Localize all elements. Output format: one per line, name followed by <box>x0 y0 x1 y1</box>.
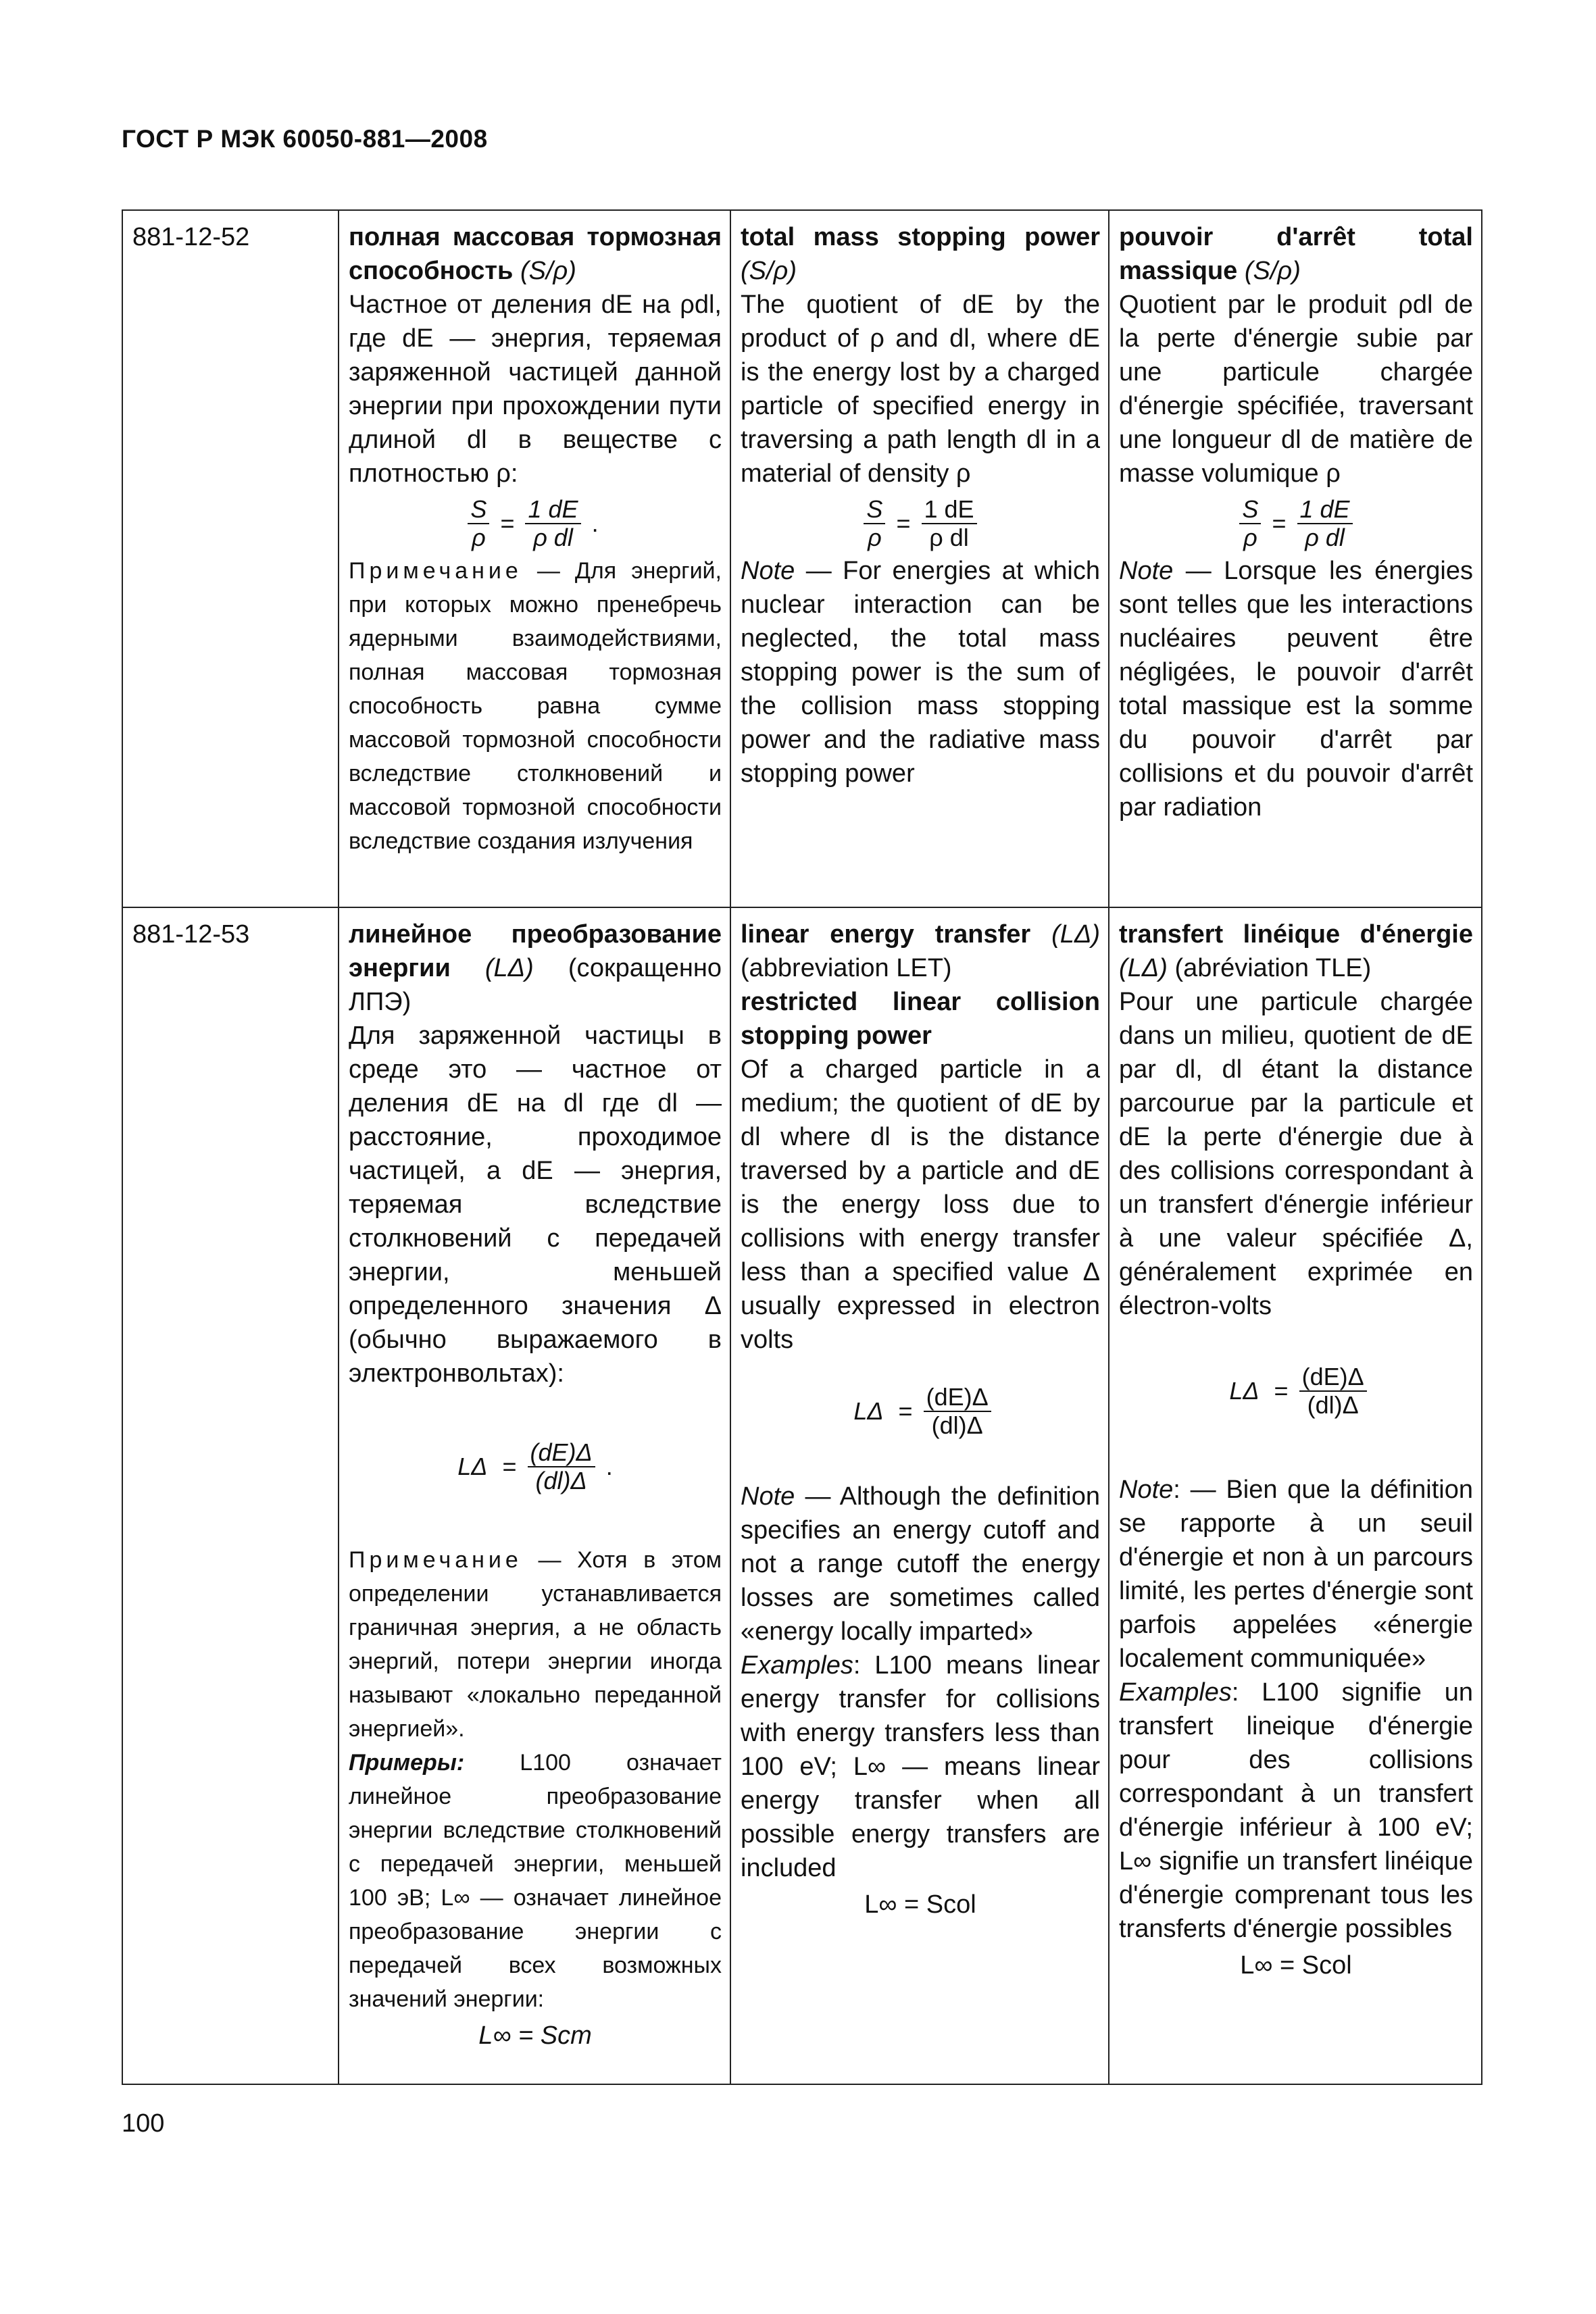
note-en <box>741 1480 1100 1649</box>
abbr-ru: (сокращенно ЛПЭ) <box>349 954 722 1016</box>
abbr-fr: (abréviation TLE) <box>1174 954 1372 982</box>
note-text-ru: — Для энергий, при которых можно пренебречь ядерными взаимодействиями, полная массовая тормозная способность равна сумме массовой тормозной способности вследствие столкновений и массовой тормозной способности вследствие создания излучения <box>349 558 722 854</box>
term-fr: transfert linéique d'énergie <box>1119 920 1473 949</box>
note-ru <box>349 1543 722 1746</box>
definition-ru: Частное от деления dE на ρdl, где dE — энергия, теряемая заряженной частицей данной энергии при прохождении пути длиной dl в веществе с плотностью ρ: <box>349 291 722 488</box>
examples-text-ru: L100 означает линейное преобразование энергии вследствие столкновений с передачей энергии, меньшей 100 эВ; L∞ — означает линейное преобразование энергии с передачей всех возможных значений энергии: <box>349 1750 722 2012</box>
en-cell <box>730 907 1109 2084</box>
note-text-en: — For energies at which nuclear interaction can be neglected, the total mass stopping power is the sum of the collision mass stopping power and the radiative mass stopping power <box>741 557 1100 788</box>
formula-fr: LΔ = $\frac{(dE)\Delta}{(dl)\Delta}$ <box>1119 1363 1473 1419</box>
fr-cell <box>1109 210 1482 907</box>
examples-label-en: Examples <box>741 1651 853 1680</box>
symbol-ru: (LΔ) <box>484 954 534 982</box>
ru-cell <box>339 907 730 2084</box>
document-header: ГОСТ Р МЭК 60050-881—2008 <box>122 125 488 153</box>
terms-table <box>122 209 1482 2085</box>
fr-cell <box>1109 907 1482 2084</box>
definition-en: Of a charged particle in a medium; the quotient of dE by dl where dl is the distance traversed by a particle and dE is the energy loss due to collisions with energy transfer less than a specified value Δ usually expressed in electron volts <box>741 1055 1100 1354</box>
term-en: linear energy transfer <box>741 920 1031 949</box>
definition-fr: Pour une particule chargée dans un milieu, quotient de dE par dl, dl étant la distance parcourue par la particule et dE la perte d'énergie due à des collisions correspondant à un transfert d'énergie inférieur à une valeur spécifiée Δ, généralement exprimée en électron-volts <box>1119 988 1473 1320</box>
table-row <box>122 210 1482 907</box>
examples-ru <box>349 1746 722 2016</box>
final-formula-fr: L∞ = Scol <box>1240 1951 1352 1980</box>
entry-number: 881-12-52 <box>122 210 339 907</box>
formula-ru: $\frac{S}{\rho}$ = $\frac{1 dE}{\text{ρ dl}}$ . <box>349 496 722 551</box>
note-fr <box>1119 554 1473 824</box>
symbol-en: (S/ρ) <box>741 257 797 285</box>
definition-en: The quotient of dE by the product of ρ and dl, where dE is the energy lost by a charged particle of specified energy in traversing a path length dl in a material of density ρ <box>741 291 1100 488</box>
definition-fr: Quotient par le produit ρdl de la perte d'énergie subie par une particule chargée d'énergie spécifiée, traversant une longueur dl de matière de masse volumique ρ <box>1119 291 1473 488</box>
formula-en: LΔ = $\frac{(dE)\Delta}{(dl)\Delta}$ <box>741 1384 1100 1439</box>
examples-fr <box>1119 1676 1473 1946</box>
examples-text-fr: : L100 signifie un transfert lineique d'énergie pour des collisions correspondant à un transfert d'énergie inférieur à 100 eV; L∞ signifie un transfert linéique d'énergie comprenant tous les transferts d'énergie possibles <box>1119 1678 1473 1943</box>
note-fr <box>1119 1473 1473 1676</box>
page-number: 100 <box>122 2109 165 2138</box>
note-en <box>741 554 1100 790</box>
symbol-fr: (LΔ) <box>1119 954 1168 982</box>
term-ru: линейное преобразование энергии <box>349 920 722 982</box>
examples-text-en: : L100 means linear energy transfer for collisions with energy transfers less than 100 eV; L∞ — means linear energy transfer when all possible energy transfers are included <box>741 1651 1100 1882</box>
ru-cell <box>339 210 730 907</box>
note-text-en: — Although the definition specifies an energy cutoff and not a range cutoff the energy losses are sometimes called «energy locally imparted» <box>741 1482 1100 1646</box>
note-ru <box>349 554 722 858</box>
note-label-fr: Note <box>1119 557 1174 585</box>
entry-number: 881-12-53 <box>122 907 339 2084</box>
en-cell <box>730 210 1109 907</box>
note-label-en: Note <box>741 1482 795 1511</box>
term-ru: полная массовая тормозная способность <box>349 223 722 285</box>
symbol-en: (LΔ) <box>1051 920 1100 949</box>
term2-en: restricted linear collision stopping power <box>741 988 1100 1050</box>
term-en: total mass stopping power <box>741 223 1100 251</box>
abbr-en: (abbreviation LET) <box>741 954 952 982</box>
table-row <box>122 907 1482 2084</box>
formula-fr: $\frac{S}{\rho}$ = $\frac{1 dE}{\text{ρ dl}}$ <box>1119 496 1473 551</box>
note-label-fr: Note <box>1119 1476 1174 1504</box>
examples-label-ru: Примеры: <box>349 1750 465 1776</box>
definition-ru: Для заряженной частицы в среде это — частное от деления dE на dl где dl — расстояние, проходимое частицей, а dE — энергия, теряемая вследствие столкновений с передачей энергии, меньшей определенного значения Δ (обычно выражаемого в электронвольтах): <box>349 1022 722 1388</box>
examples-en <box>741 1649 1100 1885</box>
note-text-fr: : — Bien que la définition se rapporte à un seuil d'énergie et non à un parcours limité, les pertes d'énergie sont parfois appelées «énergie localement communiquée» <box>1119 1476 1473 1673</box>
note-label-ru: Примечание <box>349 1547 522 1573</box>
formula-en: $\frac{S}{\rho}$ = $\frac{1 dE}{\text{ρ dl}}$ <box>741 496 1100 551</box>
term-fr: pouvoir d'arrêt total massique <box>1119 223 1473 285</box>
symbol-fr: (S/ρ) <box>1244 257 1301 285</box>
final-formula-ru: L∞ = Sст <box>478 2021 592 2050</box>
formula-ru: LΔ = $\frac{(dE)\Delta}{(dl)\Delta}$ . <box>457 1438 613 1494</box>
final-formula-en: L∞ = Scol <box>864 1890 976 1919</box>
symbol-ru: (S/ρ) <box>520 257 576 285</box>
examples-label-fr: Examples <box>1119 1678 1232 1707</box>
note-label-ru: Примечание <box>349 558 522 584</box>
note-label-en: Note <box>741 557 795 585</box>
note-text-fr: — Lorsque les énergies sont telles que les interactions nucléaires peuvent être négligées, le pouvoir d'arrêt total massique est la somme du pouvoir d'arrêt par collisions et du pouvoir d'arrêt par radiation <box>1119 557 1473 822</box>
note-text-ru: — Хотя в этом определении устанавливается граничная энергия, а не область энергий, потери энергии иногда называют «локально переданной энергией». <box>349 1547 722 1742</box>
